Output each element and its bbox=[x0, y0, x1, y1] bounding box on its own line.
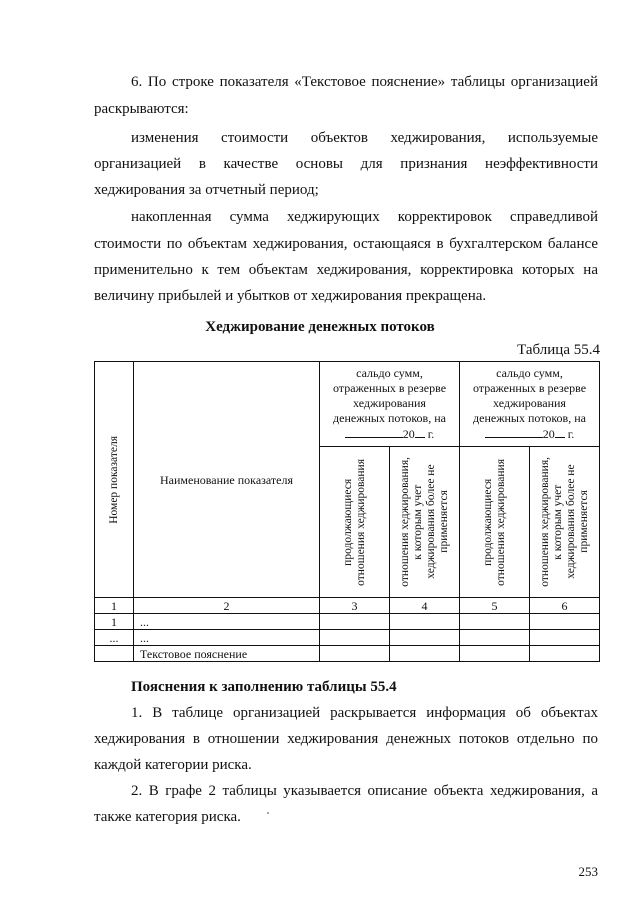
item2-line-4: величину прибылей и убытков от хеджирования прекращена. bbox=[94, 288, 487, 304]
header-group-2 bbox=[460, 362, 600, 447]
group1-line2: отраженных в резерве bbox=[332, 381, 447, 395]
sub-continuing-1: продолжающиеся отношения хеджирования bbox=[341, 458, 367, 586]
item2-line-3: применительно к тем объектам хеджирования, корректировка которых на bbox=[94, 262, 598, 278]
sub-ended-1: отношения хеджирования, к которым учет хеджирования более не применяется bbox=[398, 457, 450, 587]
header-number-cell bbox=[95, 362, 134, 598]
row-cell bbox=[320, 646, 390, 662]
group2-line3: хеджирования bbox=[493, 396, 566, 410]
date-blank bbox=[345, 426, 403, 438]
column-number-row bbox=[95, 598, 600, 614]
row-cell bbox=[530, 646, 600, 662]
row-cell bbox=[390, 630, 460, 646]
intro-line-1: 6. По строке показателя «Текстовое пояснение» таблицы организацией bbox=[131, 74, 598, 90]
scan-speck bbox=[267, 812, 269, 814]
table-row bbox=[95, 646, 600, 662]
group2-date bbox=[462, 426, 597, 442]
hedging-table bbox=[94, 361, 600, 662]
row-cell bbox=[530, 614, 600, 630]
header-name: Наименование показателя bbox=[160, 472, 293, 487]
header-number: Номер показателя bbox=[107, 435, 120, 524]
colnum-3: 3 bbox=[320, 598, 390, 614]
group2-line4: денежных потоков, на bbox=[473, 411, 586, 425]
sub-continuing-1-cell bbox=[320, 447, 390, 598]
row-cell bbox=[460, 646, 530, 662]
group1-year: 20 bbox=[402, 427, 415, 441]
header-group-1 bbox=[320, 362, 460, 447]
sub-ended-2: отношения хеджирования, к которым учет хеджирования более не применяется bbox=[538, 457, 590, 587]
colnum-2: 2 bbox=[134, 598, 320, 614]
group1-line4: денежных потоков, на bbox=[333, 411, 446, 425]
row-cell bbox=[320, 630, 390, 646]
row-cell bbox=[460, 614, 530, 630]
sub-ended-2-cell bbox=[530, 447, 600, 598]
item1-line-3: хеджирования за отчетный период; bbox=[94, 182, 319, 198]
group1-line1: сальдо сумм, bbox=[356, 366, 423, 380]
date-blank bbox=[485, 426, 543, 438]
notes-title: Пояснения к заполнению таблицы 55.4 bbox=[131, 679, 397, 695]
group2-year: 20 bbox=[542, 427, 555, 441]
notes-p2-line-2: также категория риска. bbox=[94, 809, 241, 825]
notes-p2-line-1: 2. В графе 2 таблицы указывается описание объекта хеджирования, а bbox=[131, 783, 598, 799]
group1-year-suffix: г. bbox=[427, 427, 435, 441]
colnum-4: 4 bbox=[390, 598, 460, 614]
row-cell bbox=[460, 630, 530, 646]
colnum-5: 5 bbox=[460, 598, 530, 614]
row-cell bbox=[320, 614, 390, 630]
item1-line-1: изменения стоимости объектов хеджирования, используемые bbox=[131, 130, 598, 146]
table-title: Хеджирование денежных потоков bbox=[205, 319, 435, 335]
row-cell bbox=[530, 630, 600, 646]
page-number: 253 bbox=[578, 864, 598, 879]
row-number bbox=[95, 646, 134, 662]
table-row bbox=[95, 614, 600, 630]
notes-p1-line-1: 1. В таблице организацией раскрывается информация об объектах bbox=[131, 705, 598, 721]
row-number: 1 bbox=[95, 614, 134, 630]
group1-date bbox=[322, 426, 457, 442]
row-name: Текстовое пояснение bbox=[134, 646, 320, 662]
header-name-cell bbox=[134, 362, 320, 598]
intro-line-2: раскрываются: bbox=[94, 101, 189, 117]
colnum-6: 6 bbox=[530, 598, 600, 614]
group2-year-suffix: г. bbox=[567, 427, 575, 441]
table-row bbox=[95, 630, 600, 646]
table-number: Таблица 55.4 bbox=[517, 342, 600, 358]
notes-p1-line-3: каждой категории риска. bbox=[94, 757, 252, 773]
sub-continuing-2-cell bbox=[460, 447, 530, 598]
item1-line-2: организацией в качестве основы для признания неэффективности bbox=[94, 156, 598, 172]
date-blank bbox=[555, 426, 565, 438]
group1-line3: хеджирования bbox=[353, 396, 426, 410]
row-name: ... bbox=[134, 630, 320, 646]
sub-continuing-2: продолжающиеся отношения хеджирования bbox=[481, 458, 507, 586]
row-name: ... bbox=[134, 614, 320, 630]
item2-line-2: стоимости по объектам хеджирования, остающаяся в бухгалтерском балансе bbox=[94, 236, 598, 252]
date-blank bbox=[415, 426, 425, 438]
colnum-1: 1 bbox=[95, 598, 134, 614]
group2-line1: сальдо сумм, bbox=[496, 366, 563, 380]
sub-ended-1-cell bbox=[390, 447, 460, 598]
notes-p1-line-2: хеджирования в отношении хеджирования денежных потоков отдельно по bbox=[94, 731, 598, 747]
group2-line2: отраженных в резерве bbox=[472, 381, 587, 395]
item2-line-1: накопленная сумма хеджирующих корректировок справедливой bbox=[131, 209, 598, 225]
row-cell bbox=[390, 614, 460, 630]
row-cell bbox=[390, 646, 460, 662]
row-number: ... bbox=[95, 630, 134, 646]
